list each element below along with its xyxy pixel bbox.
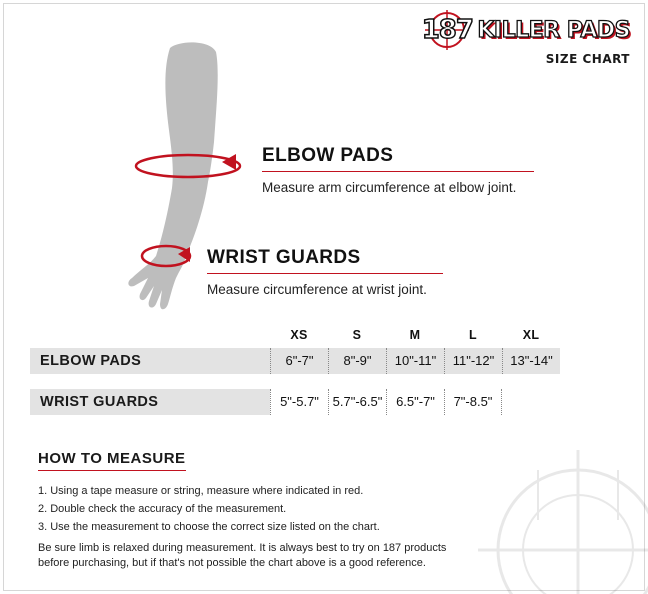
table-cell: 7"-8.5" xyxy=(444,389,502,415)
size-header-row xyxy=(270,328,560,342)
size-header-xl: XL xyxy=(522,328,540,342)
table-cell: 5.7"-6.5" xyxy=(328,389,386,415)
brand-name: KILLER PADS xyxy=(477,17,630,43)
table-row xyxy=(30,389,502,415)
page-title: SIZE CHART xyxy=(545,52,630,66)
table-row xyxy=(30,348,560,374)
measure-steps-list xyxy=(38,485,518,533)
table-cell: 5"-5.7" xyxy=(270,389,328,415)
measure-note-line: Be sure limb is relaxed during measurement. It is always best to try on 187 products xyxy=(38,542,447,554)
brand-number-text: 187 xyxy=(421,15,473,45)
list-item: 1. Using a tape measure or string, measure where indicated in red. xyxy=(38,485,364,497)
elbow-pads-heading: ELBOW PADS xyxy=(262,145,534,172)
size-header-l: L xyxy=(469,328,477,342)
table-cell: 11"-12" xyxy=(444,348,502,374)
circular-arrow-icon xyxy=(222,154,236,170)
wrist-guards-heading: WRIST GUARDS xyxy=(207,247,443,274)
brand-number xyxy=(419,10,475,50)
elbow-pads-section xyxy=(262,145,534,195)
table-cell: 10"-11" xyxy=(386,348,444,374)
table-cell: 8"-9" xyxy=(328,348,386,374)
measure-note-line: before purchasing, but if that's not possible the chart above is a good reference. xyxy=(38,557,426,569)
list-item: 2. Double check the accuracy of the measurement. xyxy=(38,503,287,515)
how-to-measure-heading: HOW TO MEASURE xyxy=(38,450,186,471)
table-cell: 6.5"-7" xyxy=(386,389,444,415)
wrist-guards-section xyxy=(207,247,443,297)
how-to-measure-section xyxy=(38,450,518,571)
size-header-xs: XS xyxy=(290,328,308,342)
size-header-m: M xyxy=(409,328,421,342)
brand-block xyxy=(419,10,630,66)
brand-logo xyxy=(419,10,630,50)
measure-note xyxy=(38,541,478,571)
table-cell: 13"-14" xyxy=(502,348,560,374)
list-item: 3. Use the measurement to choose the correct size listed on the chart. xyxy=(38,521,380,533)
table-cell: 6"-7" xyxy=(270,348,328,374)
row-label-elbow-pads: ELBOW PADS xyxy=(30,348,270,374)
elbow-pads-description: Measure arm circumference at elbow joint. xyxy=(262,180,517,195)
wrist-guards-description: Measure circumference at wrist joint. xyxy=(207,282,427,297)
row-label-wrist-guards: WRIST GUARDS xyxy=(30,389,270,415)
size-header-s: S xyxy=(352,328,362,342)
